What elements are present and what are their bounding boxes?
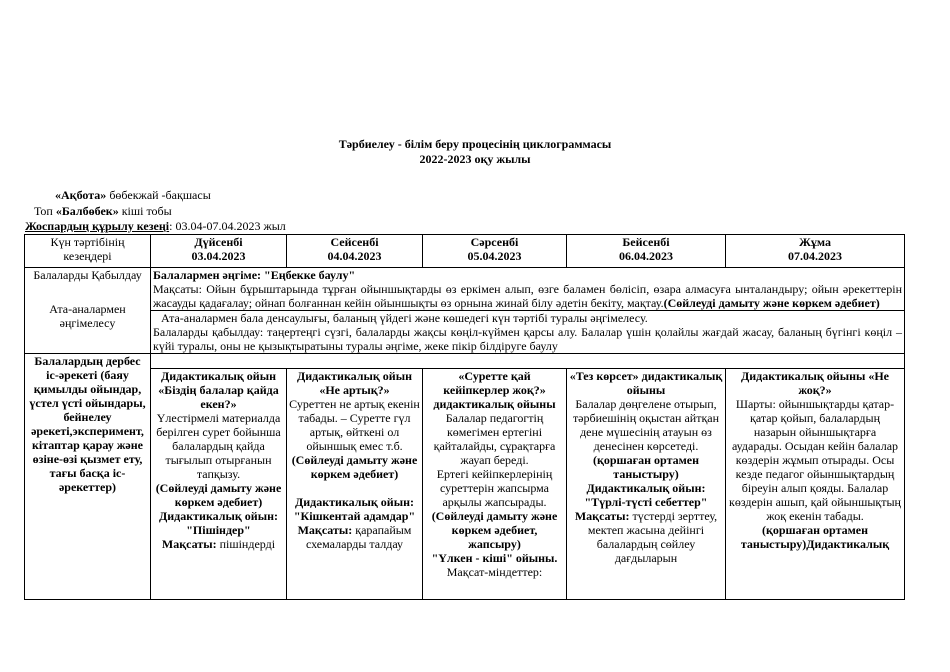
title-line-1: Тәрбиелеу - білім беру процесінің циклограммасы bbox=[338, 137, 612, 151]
period-line bbox=[25, 219, 286, 233]
thu-title-2: Дидактикалық ойын: "Түрлі-түсті себеттер" bbox=[584, 481, 708, 509]
independent-label-cell bbox=[25, 354, 151, 600]
thu-goal-label: Мақсаты: bbox=[574, 509, 630, 523]
fri-title-2: Дидактикалық bbox=[806, 537, 890, 551]
day-date: 04.04.2023 bbox=[327, 249, 382, 263]
reception-label: Балаларды Қабылдау bbox=[33, 268, 142, 282]
wed-title-2: "Үлкен - кіші" ойыны. bbox=[431, 551, 558, 565]
header-thursday bbox=[567, 235, 726, 268]
day-name: Бейсенбі bbox=[622, 235, 670, 249]
tue-body: Суреттен не артық екенін табады. – Суретте гүл артық, өйткені ол ойыншық емес т.б. bbox=[289, 397, 420, 453]
thu-goal: түстерді зерттеу, мектеп жасына дейінгі балалардың сөйлеу дағдыларын bbox=[587, 509, 718, 565]
header-tuesday bbox=[287, 235, 423, 268]
group-name: «Балбөбек» bbox=[55, 204, 119, 218]
tue-goal-label: Мақсаты: bbox=[297, 523, 353, 537]
wed-area: (Сөйлеуді дамыту және көркем әдебиет, жапсыру) bbox=[431, 509, 558, 551]
wed-body-1: Балалар педагогтің көмегімен ертегіні қайталайды, сұрақтарға жауап береді. bbox=[433, 411, 556, 467]
period-value: : 03.04-07.04.2023 жыл bbox=[169, 219, 286, 233]
header-row bbox=[25, 235, 905, 268]
talk-goal: Мақсаты: Ойын бұрыштарында тұрған ойыншықтарды өз еркімен алып, өзге баламен бөлісіп, өзара алмасуға ынталандыру; ойын әрекеттерін жасауды қадағалау; ойнап болғаннан кейін ойыншықты өз орнына жинай білу әдетін бекіту, мақтау. bbox=[153, 282, 902, 310]
kindergarten-type: бөбекжай -бақшасы bbox=[106, 188, 211, 202]
spacer-cell bbox=[151, 354, 905, 369]
talk-area: (Сөйлеуді дамыту және көркем әдебиет) bbox=[663, 296, 880, 310]
day-name: Сәрсенбі bbox=[470, 235, 519, 249]
mon-area: (Сөйлеуді дамыту және көркем әдебиет) bbox=[155, 481, 282, 509]
fri-area: (қоршаған ортамен таныстыру) bbox=[740, 523, 869, 551]
mon-title-1: Дидактикалық ойын bbox=[160, 369, 276, 383]
kindergarten-name: «Ақбота» bbox=[55, 188, 107, 202]
mon-goal-label: Мақсаты: bbox=[161, 537, 217, 551]
wednesday-activities bbox=[423, 369, 567, 600]
tue-area: (Сөйлеуді дамыту және көркем әдебиет) bbox=[291, 453, 418, 481]
day-date: 03.04.2023 bbox=[191, 249, 246, 263]
mon-body: Үлестірмелі материалда берілген сурет бойынша балалардың қайда тығылып отырғанын тапқызу. bbox=[156, 411, 281, 481]
tue-title-1: Дидактикалық ойын «Не артық?» bbox=[296, 369, 412, 397]
fri-body: Шарты: ойыншықтарды қатар-қатар қойып, балалардың назарын ойыншықтарға аударады. Осыдан кейін балалар көздерін жұмып отырады. Осы кезде педагог ойыншықтардың біреуін алып қояды. Балалар көздерін ашып, қай ойыншықтың жоқ екенін табады. bbox=[729, 397, 901, 523]
friday-activities bbox=[726, 369, 905, 600]
schedule-table bbox=[24, 234, 905, 600]
parents-label: Ата-аналармен әңгімелесу bbox=[49, 302, 126, 330]
day-name: Жұма bbox=[799, 235, 831, 249]
wed-body-3: Мақсат-міндеттер: bbox=[446, 565, 543, 579]
children-talk-cell bbox=[151, 268, 905, 311]
parents-cell bbox=[151, 311, 905, 354]
kindergarten-line bbox=[55, 188, 211, 202]
tuesday-activities bbox=[287, 369, 423, 600]
document-title bbox=[0, 137, 950, 167]
header-monday bbox=[151, 235, 287, 268]
thursday-activities bbox=[567, 369, 726, 600]
independent-row bbox=[25, 369, 905, 600]
mon-title-3: Дидактикалық ойын: "Пішіндер" bbox=[158, 509, 278, 537]
tue-title-2: Дидактикалық ойын: "Кішкентай адамдар" bbox=[293, 495, 416, 523]
title-line-2: 2022-2023 оқу жылы bbox=[419, 152, 531, 166]
thu-body: Балалар дөңгелене отырып, тәрбиешінің оқыстан айтқан дене мүшесінің атауын өз денесінен көрсетеді. bbox=[572, 397, 720, 453]
receive-text: Балаларды қабылдау: таңертеңгі сүзгі, балаларды жақсы көңіл-күймен қарсы алу. Балалар үшін қолайлы жағдай жасау, баланың бүгінгі көңіл – күйі туралы, оны не қызықтыратыны туралы әңгіме, жеке пікір білдіруге баулу bbox=[153, 325, 902, 353]
group-line bbox=[34, 204, 172, 218]
mon-title-2: «Біздің балалар қайда екен?» bbox=[158, 383, 279, 411]
thu-area: (қоршаған ортамен таныстыру) bbox=[592, 453, 700, 481]
parents-text: Ата-аналармен бала денсаулығы, баланың үйдегі және көшедегі күн тәртібі туралы әңгімелесу. bbox=[161, 311, 648, 325]
monday-activities bbox=[151, 369, 287, 600]
day-name: Дүйсенбі bbox=[194, 235, 243, 249]
day-name: Сейсенбі bbox=[330, 235, 379, 249]
independent-spacer-row bbox=[25, 354, 905, 369]
fri-title-1: Дидактикалық ойыны «Не жоқ?» bbox=[740, 369, 890, 397]
period-label: Жоспардың құрылу кезеңі bbox=[25, 219, 170, 233]
wed-body-2: Ертегі кейіпкерлерінің суреттерін жапсырма арқылы жапсырады. bbox=[436, 467, 553, 509]
group-prefix: Топ bbox=[34, 204, 56, 218]
independent-label: Балалардың дербес іс-әрекеті (баяу қимылды ойындар, үстел үсті ойындары, бейнелеу әрекеті,эксперимент, кітаптар қарау және өзіне-өзі қызмет ету, тағы басқа іс-әрекеттер) bbox=[29, 354, 146, 494]
header-wednesday bbox=[423, 235, 567, 268]
tue-goal: қарапайым схемаларды талдау bbox=[305, 523, 412, 551]
reception-row-1 bbox=[25, 268, 905, 311]
group-type: кіші тобы bbox=[118, 204, 172, 218]
reception-label-cell bbox=[25, 268, 151, 354]
day-date: 06.04.2023 bbox=[619, 249, 673, 263]
day-date: 07.04.2023 bbox=[788, 249, 842, 263]
thu-title-1: «Тез көрсет» дидактикалық ойыны bbox=[569, 369, 723, 397]
header-period-cell: Күн тәртібінің кезеңдері bbox=[25, 235, 151, 268]
mon-goal: пішіндерді bbox=[216, 537, 276, 551]
talk-title: Балалармен әңгіме: "Еңбекке баулу" bbox=[153, 268, 356, 282]
header-friday bbox=[726, 235, 905, 268]
wed-title-1: «Суретте қай кейіпкерлер жоқ?» дидактикалық ойыны bbox=[433, 369, 556, 411]
reception-row-2 bbox=[25, 311, 905, 354]
day-date: 05.04.2023 bbox=[467, 249, 522, 263]
